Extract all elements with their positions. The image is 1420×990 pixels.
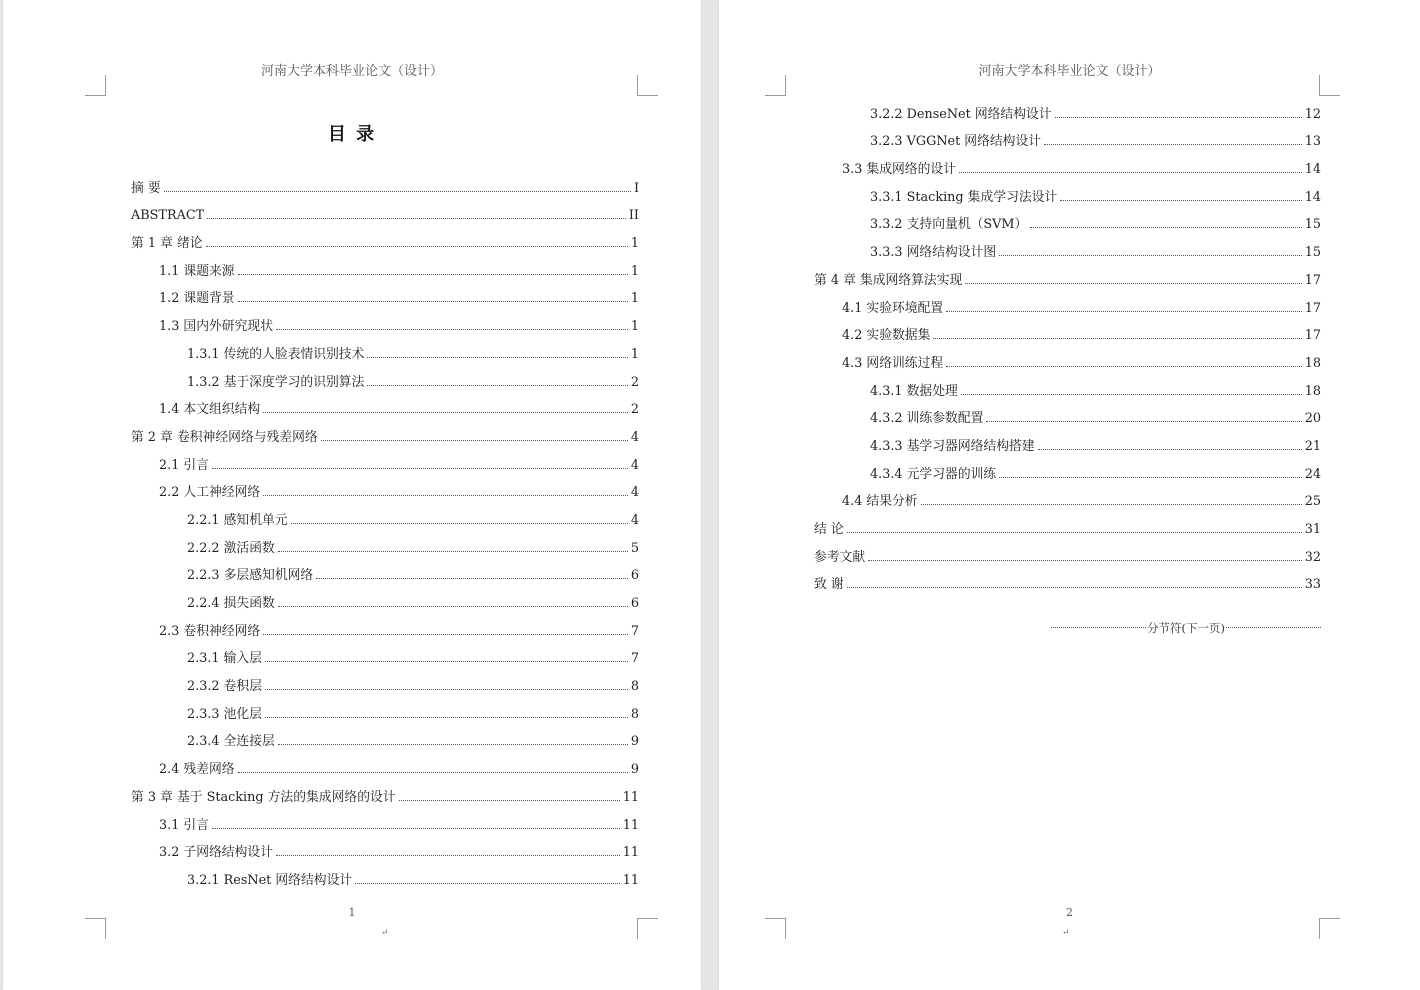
toc-entry[interactable] — [814, 316, 1321, 344]
toc-entry-text: 4.3.4 元学习器的训练 — [870, 466, 997, 482]
toc-leader-dots — [965, 283, 1301, 284]
toc-entry-text: 2.3 卷积神经网络 — [159, 623, 261, 639]
toc-entry-text: 2.2.3 多层感知机网络 — [187, 568, 314, 584]
toc-entry[interactable] — [814, 205, 1321, 233]
toc-entry-page: 7 — [630, 623, 639, 639]
toc-leader-dots — [278, 606, 628, 607]
toc-leader-dots — [355, 883, 620, 884]
toc-entry-text: 3.1 引言 — [159, 817, 210, 833]
toc-entry[interactable] — [814, 509, 1321, 537]
toc-entry-page: 6 — [630, 596, 639, 611]
toc-entry[interactable] — [131, 473, 639, 501]
toc-leader-dots — [946, 311, 1302, 312]
toc-entry[interactable] — [131, 445, 639, 473]
toc-entry[interactable] — [814, 122, 1321, 150]
paragraph-mark-icon: ↵ — [1062, 928, 1070, 938]
toc-entry[interactable] — [814, 232, 1321, 260]
toc-leader-dots — [1030, 227, 1301, 228]
toc-entry[interactable] — [131, 639, 639, 667]
toc-entry-page: 17 — [1304, 300, 1321, 316]
margin-corner-bottom-left — [85, 918, 106, 939]
toc-entry-text: 第 2 章 卷积神经网络与残差网络 — [131, 429, 318, 445]
toc-entry-text: 第 3 章 基于 Stacking 方法的集成网络的设计 — [131, 789, 396, 805]
toc-entry[interactable] — [131, 833, 639, 861]
toc-leader-dots — [265, 689, 628, 690]
toc-entry-page: 4 — [630, 457, 639, 473]
toc-leader-dots — [164, 191, 631, 192]
toc-entry-text: 4.3.2 训练参数配置 — [870, 411, 984, 427]
toc-entry-text: 结 论 — [814, 522, 844, 537]
toc-entry-text: 1.4 本文组织结构 — [159, 402, 261, 418]
document-page-1[interactable] — [3, 0, 701, 990]
toc-entry[interactable] — [131, 583, 639, 611]
toc-leader-dots — [265, 661, 628, 662]
toc-entry-text: 4.3.1 数据处理 — [870, 383, 958, 399]
toc-entry-page: 15 — [1304, 245, 1321, 261]
toc-entry-page: 2 — [630, 374, 639, 390]
toc-leader-dots — [367, 357, 627, 358]
section-break-line — [1051, 627, 1146, 628]
toc-entry-page: 1 — [630, 346, 639, 362]
toc-entry[interactable] — [131, 556, 639, 584]
toc-entry[interactable] — [131, 251, 639, 279]
page-header: 河南大学本科毕业论文（设计） — [978, 64, 1161, 79]
toc-leader-dots — [961, 394, 1302, 395]
toc-leader-dots — [238, 772, 628, 773]
section-break-line — [1226, 627, 1321, 628]
margin-corner-bottom-right — [1319, 918, 1340, 939]
toc-entry-page: 14 — [1304, 189, 1321, 205]
toc-leader-dots — [278, 551, 628, 552]
toc-entry-page: 33 — [1304, 577, 1321, 593]
toc-leader-dots — [946, 366, 1302, 367]
toc-leader-dots — [999, 477, 1301, 478]
toc-entry-page: 18 — [1304, 355, 1321, 371]
toc-leader-dots — [1055, 117, 1302, 118]
toc-entry[interactable] — [131, 306, 639, 334]
toc-entry-text: 3.3.2 支持向量机（SVM） — [870, 217, 1028, 233]
toc-leader-dots — [238, 301, 628, 302]
toc-entry-text: 3.2.1 ResNet 网络结构设计 — [187, 872, 353, 888]
toc-entry-page: 31 — [1304, 522, 1321, 537]
toc-leader-dots — [999, 255, 1301, 256]
toc-entry-text: 4.4 结果分析 — [842, 494, 918, 510]
toc-entry-page: 14 — [1304, 162, 1321, 178]
toc-entry[interactable] — [131, 611, 639, 639]
toc-entry-text: 1.3.1 传统的人脸表情识别技术 — [187, 346, 365, 362]
document-page-2[interactable] — [719, 0, 1420, 990]
toc-entry[interactable] — [814, 482, 1321, 510]
toc-entry-page: 18 — [1304, 383, 1321, 399]
toc-entry[interactable] — [131, 805, 639, 833]
toc-leader-dots — [367, 385, 627, 386]
toc-entry-text: 4.2 实验数据集 — [842, 328, 931, 344]
toc-entry-page: 12 — [1304, 106, 1321, 122]
toc-entry[interactable] — [814, 537, 1321, 565]
toc-entry-text: 2.3.3 池化层 — [187, 706, 263, 722]
toc-leader-dots — [847, 532, 1302, 533]
toc-entry-text: 1.3 国内外研究现状 — [159, 319, 273, 335]
toc-entry-page: 8 — [630, 679, 639, 695]
toc-entry-text: 4.3 网络训练过程 — [842, 355, 944, 371]
toc-entry-page: 11 — [622, 789, 639, 805]
page-header: 河南大学本科毕业论文（设计） — [260, 64, 443, 79]
toc-entry[interactable] — [131, 528, 639, 556]
toc-entry[interactable] — [814, 94, 1321, 122]
toc-entry-text: 2.2.2 激活函数 — [187, 540, 275, 556]
toc-entry[interactable] — [131, 500, 639, 528]
toc-entry-page: 11 — [622, 845, 639, 861]
margin-corner-bottom-left — [765, 918, 786, 939]
toc-entry-text: 4.3.3 基学习器网络结构搭建 — [870, 438, 1035, 454]
toc-entry[interactable] — [814, 260, 1321, 288]
toc-entry-text: 摘 要 — [131, 180, 161, 196]
toc-entry-text: 3.2.2 DenseNet 网络结构设计 — [870, 106, 1052, 122]
toc-leader-dots — [921, 504, 1302, 505]
toc-title: 目 录 — [327, 124, 377, 145]
toc-entry[interactable] — [131, 749, 639, 777]
toc-entry[interactable] — [131, 777, 639, 805]
toc-leader-dots — [1044, 144, 1302, 145]
toc-entry-page: 4 — [630, 429, 639, 445]
toc-entry-page: 9 — [630, 762, 639, 778]
toc-entry[interactable] — [131, 860, 639, 888]
toc-entry[interactable] — [131, 279, 639, 307]
toc-entry-page: 7 — [630, 651, 639, 667]
toc-leader-dots — [238, 274, 628, 275]
toc-entry-page: 1 — [630, 319, 639, 335]
toc-leader-dots — [263, 634, 628, 635]
toc-leader-dots — [1038, 449, 1302, 450]
toc-entry[interactable] — [131, 694, 639, 722]
toc-entry-text: 第 1 章 绪论 — [131, 236, 203, 252]
toc-entry-text: 2.3.1 输入层 — [187, 651, 263, 667]
toc-leader-dots — [986, 421, 1301, 422]
toc-leader-dots — [212, 828, 620, 829]
toc-list — [814, 94, 1321, 592]
toc-entry[interactable] — [814, 399, 1321, 427]
toc-entry[interactable] — [814, 454, 1321, 482]
toc-leader-dots — [316, 578, 628, 579]
toc-entry-page: 13 — [1304, 134, 1321, 150]
toc-entry[interactable] — [814, 426, 1321, 454]
toc-entry-page: 32 — [1304, 549, 1321, 565]
toc-entry-page: 1 — [630, 236, 639, 252]
toc-entry-text: 2.3.2 卷积层 — [187, 679, 263, 695]
toc-entry-text: 3.3 集成网络的设计 — [842, 162, 956, 178]
section-break-label: 分节符(下一页) — [1147, 621, 1225, 635]
toc-list — [131, 168, 639, 888]
paragraph-mark-icon: ↵ — [381, 928, 389, 938]
toc-entry[interactable] — [131, 722, 639, 750]
toc-entry[interactable] — [814, 371, 1321, 399]
toc-leader-dots — [263, 495, 628, 496]
toc-entry-page: 4 — [630, 485, 639, 501]
toc-entry-text: 2.4 残差网络 — [159, 762, 235, 778]
toc-entry-page: 11 — [622, 872, 639, 888]
toc-entry[interactable] — [131, 168, 639, 196]
toc-entry-text: 2.1 引言 — [159, 457, 210, 473]
toc-leader-dots — [263, 412, 628, 413]
toc-entry-page: 24 — [1304, 466, 1321, 482]
page-number: 2 — [1066, 906, 1073, 919]
toc-entry[interactable] — [814, 177, 1321, 205]
toc-leader-dots — [265, 717, 628, 718]
toc-entry[interactable] — [131, 196, 639, 224]
toc-entry[interactable] — [814, 288, 1321, 316]
toc-entry-page: II — [628, 208, 639, 224]
toc-entry[interactable] — [131, 334, 639, 362]
toc-entry-page: 5 — [630, 540, 639, 556]
toc-entry-page: 15 — [1304, 217, 1321, 233]
toc-entry[interactable] — [814, 149, 1321, 177]
toc-entry-page: 1 — [630, 291, 639, 307]
toc-entry-text: 参考文献 — [814, 549, 866, 565]
toc-entry-text: 2.2.4 损失函数 — [187, 596, 275, 611]
page-number: 1 — [348, 906, 356, 919]
toc-entry-page: 20 — [1304, 411, 1321, 427]
toc-entry-page: 17 — [1304, 272, 1321, 288]
toc-entry-page: 4 — [630, 512, 639, 528]
toc-leader-dots — [321, 440, 628, 441]
margin-corner-bottom-right — [637, 918, 658, 939]
toc-entry[interactable] — [131, 390, 639, 418]
toc-leader-dots — [207, 218, 626, 219]
toc-entry-text: 2.3.4 全连接层 — [187, 734, 275, 750]
toc-entry-page: 8 — [630, 706, 639, 722]
toc-leader-dots — [278, 744, 628, 745]
toc-leader-dots — [276, 855, 620, 856]
toc-leader-dots — [959, 172, 1302, 173]
toc-entry-text: 2.2 人工神经网络 — [159, 485, 261, 501]
toc-entry[interactable] — [814, 565, 1321, 593]
toc-entry-text: 致 谢 — [814, 577, 844, 593]
toc-entry-page: 21 — [1304, 438, 1321, 454]
toc-entry-page: 2 — [630, 402, 639, 418]
toc-leader-dots — [206, 246, 628, 247]
toc-entry-text: ABSTRACT — [131, 208, 205, 224]
toc-entry-text: 2.2.1 感知机单元 — [187, 512, 288, 528]
toc-leader-dots — [291, 523, 628, 524]
toc-leader-dots — [1060, 200, 1301, 201]
toc-entry[interactable] — [814, 343, 1321, 371]
toc-entry-page: 6 — [630, 568, 639, 584]
toc-leader-dots — [399, 800, 620, 801]
toc-entry-text: 1.2 课题背景 — [159, 291, 235, 307]
toc-entry-page: 17 — [1304, 328, 1321, 344]
toc-entry-text: 3.3.3 网络结构设计图 — [870, 245, 997, 261]
toc-entry-text: 1.1 课题来源 — [159, 263, 235, 279]
toc-entry-text: 4.1 实验环境配置 — [842, 300, 944, 316]
section-break — [1051, 620, 1321, 636]
toc-leader-dots — [212, 468, 628, 469]
toc-leader-dots — [868, 560, 1302, 561]
toc-entry-text: 3.2.3 VGGNet 网络结构设计 — [870, 134, 1042, 150]
toc-leader-dots — [933, 338, 1301, 339]
toc-leader-dots — [276, 329, 628, 330]
toc-entry[interactable] — [131, 362, 639, 390]
toc-entry[interactable] — [131, 223, 639, 251]
toc-entry[interactable] — [131, 417, 639, 445]
toc-entry-page: 25 — [1304, 494, 1321, 510]
toc-entry-text: 3.2 子网络结构设计 — [159, 845, 273, 861]
toc-entry-text: 1.3.2 基于深度学习的识别算法 — [187, 374, 365, 390]
toc-entry[interactable] — [131, 666, 639, 694]
toc-entry-text: 第 4 章 集成网络算法实现 — [814, 272, 963, 288]
toc-entry-page: I — [633, 180, 639, 196]
toc-entry-text: 3.3.1 Stacking 集成学习法设计 — [870, 189, 1058, 205]
toc-entry-page: 1 — [630, 263, 639, 279]
toc-entry-page: 11 — [622, 817, 639, 833]
toc-leader-dots — [847, 587, 1302, 588]
toc-entry-page: 9 — [630, 734, 639, 750]
